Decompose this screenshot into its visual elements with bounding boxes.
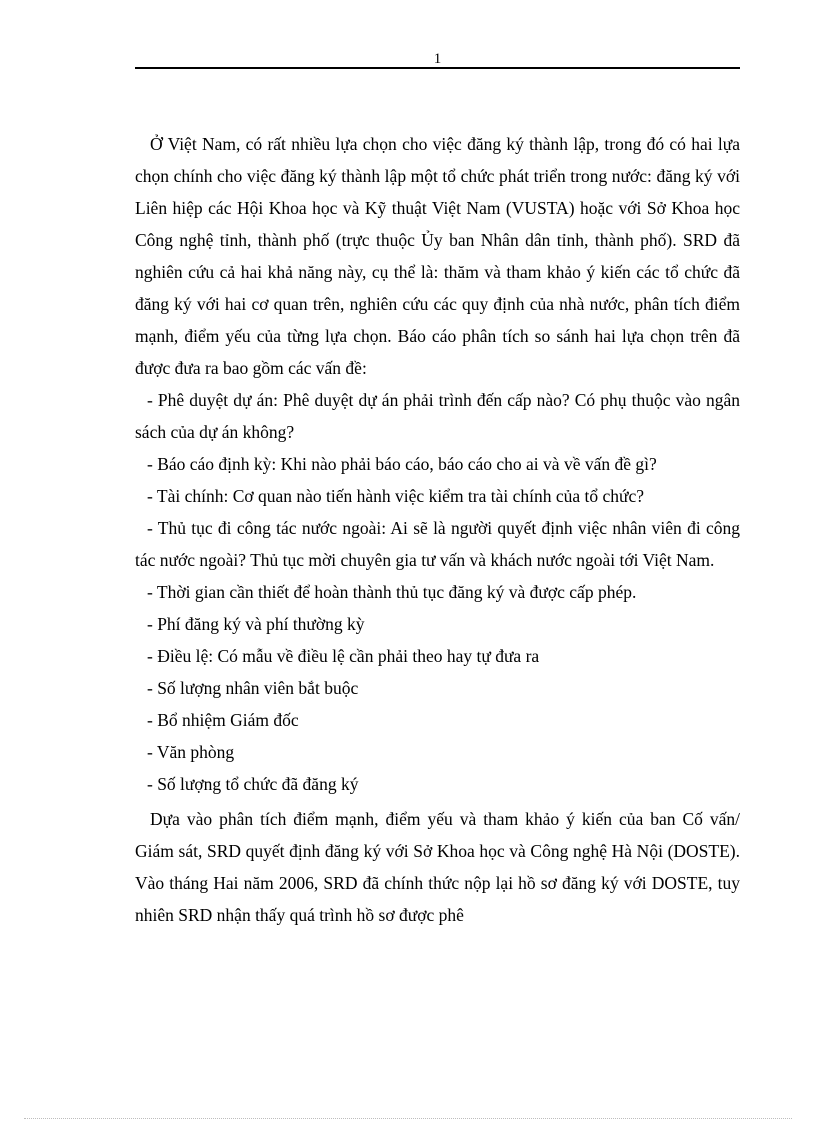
- bullet-item-finance: - Tài chính: Cơ quan nào tiến hành việc kiểm tra tài chính của tổ chức?: [147, 486, 645, 506]
- page-number: 1: [433, 51, 442, 67]
- bullet-item-time-required: - Thời gian cần thiết để hoàn thành thủ tục đăng ký và được cấp phép.: [147, 582, 637, 602]
- bullet-item-registered-count: - Số lượng tổ chức đã đăng ký: [147, 774, 359, 794]
- bullet-item-periodic-report: - Báo cáo định kỳ: Khi nào phải báo cáo, báo cáo cho ai và về vấn đề gì?: [147, 454, 657, 474]
- footer-dotted-rule: [24, 1118, 792, 1119]
- bullet-item-office: - Văn phòng: [147, 742, 235, 762]
- body-text: [135, 128, 740, 931]
- bullet-item-fees: - Phí đăng ký và phí thường kỳ: [147, 614, 365, 634]
- bullet-item-project-approval: - Phê duyệt dự án: Phê duyệt dự án phải trình đến cấp nào? Có phụ thuộc vào ngân sách của dự án không?: [135, 390, 740, 442]
- bullet-item-overseas-travel: - Thủ tục đi công tác nước ngoài: Ai sẽ là người quyết định việc nhân viên đi công tác nước ngoài? Thủ tục mời chuyên gia tư vấn và khách nước ngoài tới Việt Nam.: [135, 518, 740, 570]
- header-rule: [135, 67, 740, 69]
- bullet-item-charter: - Điều lệ: Có mẫu về điều lệ cần phải theo hay tự đưa ra: [147, 646, 540, 666]
- bullet-item-staff-count: - Số lượng nhân viên bắt buộc: [147, 678, 359, 698]
- intro-paragraph: Ở Việt Nam, có rất nhiều lựa chọn cho việc đăng ký thành lập, trong đó có hai lựa chọn chính cho việc đăng ký thành lập một tổ chức phát triển trong nước: đăng ký với Liên hiệp các Hội Khoa học và Kỹ thuật Việt Nam (VUSTA) hoặc với Sở Khoa học Công nghệ tỉnh, thành phố (trực thuộc Ủy ban Nhân dân tỉnh, thành phố). SRD đã nghiên cứu cả hai khả năng này, cụ thể là: thăm và tham khảo ý kiến các tổ chức đã đăng ký với hai cơ quan trên, nghiên cứu các quy định của nhà nước, phân tích điểm mạnh, điểm yếu của từng lựa chọn. Báo cáo phân tích so sánh hai lựa chọn trên đã được đưa ra bao gồm các vấn đề:: [135, 134, 740, 378]
- conclusion-paragraph: Dựa vào phân tích điểm mạnh, điểm yếu và tham khảo ý kiến của ban Cố vấn/ Giám sát, SRD quyết định đăng ký với Sở Khoa học và Công nghệ Hà Nội (DOSTE). Vào tháng Hai năm 2006, SRD đã chính thức nộp lại hồ sơ đăng ký với DOSTE, tuy nhiên SRD nhận thấy quá trình hồ sơ được phê: [135, 809, 740, 925]
- bullet-item-director: - Bổ nhiệm Giám đốc: [147, 710, 299, 730]
